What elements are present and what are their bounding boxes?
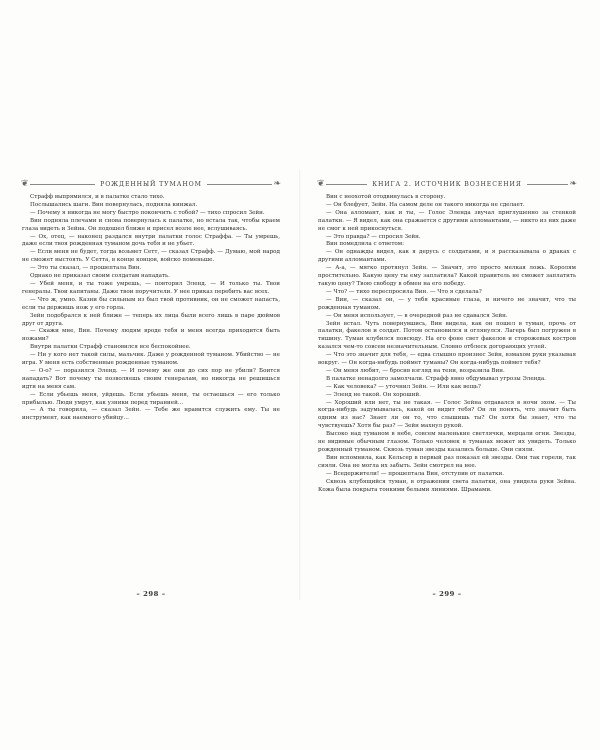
ornament-icon: ❦	[317, 179, 325, 189]
paragraph: Высоко над туманом в небе, совсем маленькие светлячки, мерцали огни. Звезды, не видимые обычным глазом. Только человек в туманах может их увидеть. Только рожденный туманом. Сквозь туман звезды казались больше. Они сияли.	[318, 431, 576, 453]
left-page-number: – 298 –	[136, 590, 166, 598]
paragraph: В палатке ненадолго замолчали. Страфф явно обдумывал угрозы Эленда.	[326, 375, 546, 382]
paragraph: — Что это значит для тебя, — едва слышно произнес Зейн, взмахом руки указывая вокруг. — Он когда-нибудь поймет туманы? Он когда-нибудь поймет тебя?	[318, 352, 576, 367]
paragraph: Вин подняла плечами и снова повернулась к палатке, но встала так, чтобы краем глаза видеть и Зейна. Он подошел ближе и присел возле нее, вслушиваясь.	[22, 217, 280, 232]
paragraph: — Это правда? — спросил Зейн.	[326, 233, 421, 240]
paragraph: Вин помедлила с ответом:	[326, 241, 405, 248]
paragraph: — Ни у кого нет такой силы, мальчик. Даже у рожденной туманом. Убийство — не игра. У меня есть собственные рожденные туманом.	[22, 352, 280, 367]
paragraph: — Что? — тихо переспросила Вин. — Что я сделала?	[326, 288, 482, 295]
right-running-head-title: КНИГА 2. ИСТОЧНИК ВОЗНЕСЕНИЯ	[367, 181, 527, 188]
paragraph: — Скажи мне, Вин. Почему людям вроде тебя и меня всегда приходится быть ножами?	[22, 328, 280, 343]
paragraph: Вин с неохотой отодвинулась в сторону.	[326, 194, 446, 200]
paragraph: Страфф выпрямился, и в палатке стало тихо.	[30, 194, 165, 200]
paragraph: — Почему я никогда не могу быстро покончить с тобой? — тихо спросил Зейн.	[30, 209, 265, 216]
paragraph: — Как человека? — уточнил Зейн. — Или как вещь?	[326, 383, 481, 390]
left-running-head-title: РОЖДЕННЫЙ ТУМАНОМ	[95, 181, 207, 188]
paragraph: — Убей меня, и ты тоже умрешь, — повторил Эленд. — И только ты. Твои генералы. Твои капитаны. Даже твои поручители. У нее приказ перебить вас всех.	[22, 280, 280, 295]
paragraph: Однако не приказал своим солдатам нападать.	[30, 273, 170, 280]
left-page-body	[22, 194, 280, 423]
paragraph: Сквозь клубящийся туман, в отражении света палатки, она увидела руки Зейна. Кожа была покрыта тонкими белыми линиями. Шрамами.	[318, 478, 576, 493]
right-page-number: – 299 –	[432, 590, 462, 598]
paragraph: — Вседержители! — прошептала Вин, отступив от палатки.	[326, 470, 505, 477]
paragraph: — Если убьешь меня, уйдешь. Если убьешь меня, ты остаешься — его только прибылью. Люди умрут, как узники перед тиранией...	[22, 391, 280, 406]
paragraph: Зейн встал. Чуть повернувшись, Вин видела, как он пошел в туман, прочь от палатки, факелов и солдат. Потом остановился и оглянулся. Лагерь был погружен в тишину. Туман клубился повсюду. На его фоне свет факелов и сторожевых костров казался чем-то совсем незначительным. Словно отблеск догорающих углей.	[318, 320, 576, 351]
paragraph: — Хороший или нет, ты не такая. — Голос Зейна отдавался в ночи эхом. — Ты когда-нибудь задумывалась, какой он видит тебя? Он ли понять, что значит быть одним из нас? Знает ли он то, что слышишь ты? Он хотя бы знает, что ты чувствуешь? Хотя бы раз? — Зейн махнул рукой.	[318, 399, 576, 430]
ornament-icon: ❧	[273, 179, 281, 189]
paragraph: Внутри палатки Страфф становился все беспокойнее.	[30, 344, 191, 351]
paragraph: — Это ты сказал, — прошептала Вин.	[30, 265, 142, 272]
left-page	[22, 178, 280, 598]
paragraph: — А ты говорила, — сказал Зейн. — Тебе же нравится служить ему. Ты не инструмент, как наемного убийцу...	[22, 407, 280, 422]
paragraph: Послышались шаги. Вин повернулась, подняла кинжал.	[30, 201, 198, 208]
paragraph: — Вин, — сказал он, — у тебя красивые глаза, и ничего не значит, что ты рожденная туманом.	[318, 296, 576, 311]
paragraph: — Ох, отец, — наконец раздался внутри палатки голос Страффа. — Ты умрешь, даже если твоя рожденная туманом дочь тебя и не убьет.	[22, 233, 280, 248]
paragraph: — Что ж, умно. Казни бы сильным из был твой противник, он не сможет напасть, если ты держишь нож у его горла.	[22, 296, 280, 311]
paragraph: — А-а, — мягко протянул Зейн. — Значит, это просто мелкая ложь. Королям простительно. Какую цену ты ему заплатила? Какой правитель не сможет заплатить такую цену? Твою свободу в обмен на его победу.	[318, 265, 576, 287]
book-gutter	[299, 170, 301, 600]
paragraph: Зейн подобрался к ней ближе — теперь их лица были всего лишь в паре дюймов друг от друга.	[22, 312, 280, 327]
paragraph: — Он меня любит, — бросив взгляд на тени, возразила Вин.	[326, 367, 505, 374]
ornament-icon: ❧	[569, 179, 577, 189]
paragraph: — Если меня не будет, тогда возьмет Сетт, — сказал Страфф. — Думаю, мой народ не сможет выстоять. У Сетта, в конце концов, войско поменьше.	[22, 249, 280, 264]
paragraph: — Он меня использует, — в очередной раз не сдавался Зейн.	[326, 312, 508, 319]
paragraph: — Эленд не такой. Он хороший.	[326, 391, 421, 398]
paragraph: — Он однажды видел, как я дерусь с солдатами, и я рассказывала о драках с другими алломантами.	[318, 249, 576, 264]
right-page-body	[318, 194, 576, 494]
ornament-icon: ❦	[21, 179, 29, 189]
paragraph: — О-о? — поразился Эленд. — И почему же они до сих пор не убили? Боится нападать? Вот почему ты позволяешь своим генералам, но никогда не решишься идти на меня сам.	[22, 367, 280, 390]
paragraph: Вин вспомнила, как Кельсер в первый раз показал ей звезды. Они так горели, так сияли. Она не могла их забыть. Зейн смотрел на нее.	[318, 454, 576, 469]
right-page	[318, 178, 576, 598]
left-running-head	[22, 178, 280, 190]
right-running-head	[318, 178, 576, 190]
paragraph: — Она алломант, как и ты, — Голос Эленда звучал приглушенно за стенкой палатки. — Я видел, как она сражается с другими алломантами, — никто из них даже не смог к ней прикоснуться.	[318, 209, 576, 232]
paragraph: — Он блефует, Зейн. На самом деле он такого никогда не сделает.	[326, 201, 525, 208]
